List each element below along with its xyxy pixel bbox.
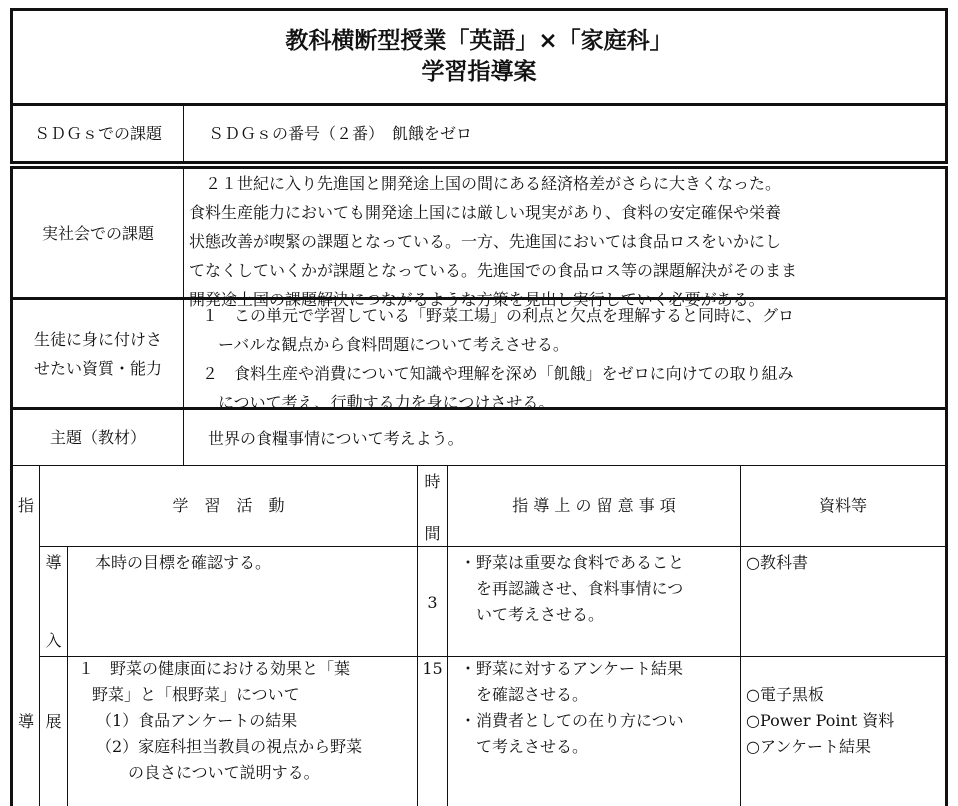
header-activity: 学 習 活 動 <box>172 496 285 515</box>
phase-development: 展 <box>45 712 62 731</box>
sdgs-row <box>10 106 948 164</box>
theme-row <box>10 410 948 466</box>
real-world-label: 実社会での課題 <box>13 169 184 297</box>
sdgs-value: ＳＤＧｓの番号（２番） 飢餓をゼロ <box>208 124 473 143</box>
theme-value: 世界の食糧事情について考えよう。 <box>208 429 464 448</box>
intro-time: 3 <box>427 593 438 612</box>
header-time-bottom: 間 <box>424 524 441 543</box>
abilities-text: １ この単元で学習している「野菜工場」の利点と欠点を理解すると同時に、グロ ーバルな観点から食料問題について考えさせる。 ２ 食料生産や消費について知識や理解を深め「飢餓」をゼロに向けての取り組み について考え、行動する力を身につけさせる。 <box>202 306 795 412</box>
development-notes: ・野菜に対するアンケート結果 を確認させる。 ・消費者としての在り方につい て考えさせる。 <box>460 659 684 756</box>
col-divider-phase <box>67 546 68 806</box>
intro-materials: ○教科書 <box>746 553 808 572</box>
intro-activity: 本時の目標を確認する。 <box>95 553 272 572</box>
header-notes: 指 導 上 の 留 意 事 項 <box>512 496 676 515</box>
phase-intro-bottom: 入 <box>45 631 62 650</box>
title-line-1: 教科横断型授業「英語」×「家庭科」 <box>285 28 673 54</box>
header-col0: 指 <box>17 496 34 515</box>
col-divider-time <box>417 466 418 806</box>
real-world-text: ２１世紀に入り先進国と開発途上国の間にある経済格差がさらに大きくなった。 食料生産能力においても開発途上国には厳しい現実があり、食料の安定確保や栄養 状態改善が喫緊の課題となっている。一方、先進国においては食品ロスをいかにし てなくしていくかが課題となっている。先進国での食品ロス等の課題解決がそのまま 開発途上国の課題解決につながるような方策を見出し実行していく必要がある。 <box>189 174 798 309</box>
document-title <box>10 8 948 106</box>
theme-label: 主題（教材） <box>13 410 184 465</box>
real-world-row <box>10 166 948 309</box>
abilities-label: 生徒に身に付けさ せたい資質・能力 <box>13 300 184 407</box>
development-time: 15 <box>422 659 443 678</box>
development-activity: １ 野菜の健康面における効果と「葉 野菜」と「根野菜」について （1）食品アンケートの結果 （2）家庭科担当教員の視点から野菜 の良さについて説明する。 <box>78 659 363 782</box>
header-materials: 資料等 <box>818 496 867 515</box>
side-label: 導 <box>17 712 34 731</box>
table-border-right <box>945 466 948 806</box>
header-divider <box>39 546 945 547</box>
intro-notes: ・野菜は重要な食料であること を再認識させ、食料事情につ いて考えさせる。 <box>460 553 685 624</box>
development-materials: ○電子黒板 ○Power Point 資料 ○アンケート結果 <box>746 685 895 756</box>
header-time-top: 時 <box>424 472 441 491</box>
sdgs-label: ＳＤＧｓでの課題 <box>13 106 184 161</box>
lesson-activity-table <box>10 466 948 806</box>
phase-intro-top: 導 <box>45 553 62 572</box>
abilities-row <box>10 300 948 410</box>
title-line-2: 学習指導案 <box>421 59 537 85</box>
